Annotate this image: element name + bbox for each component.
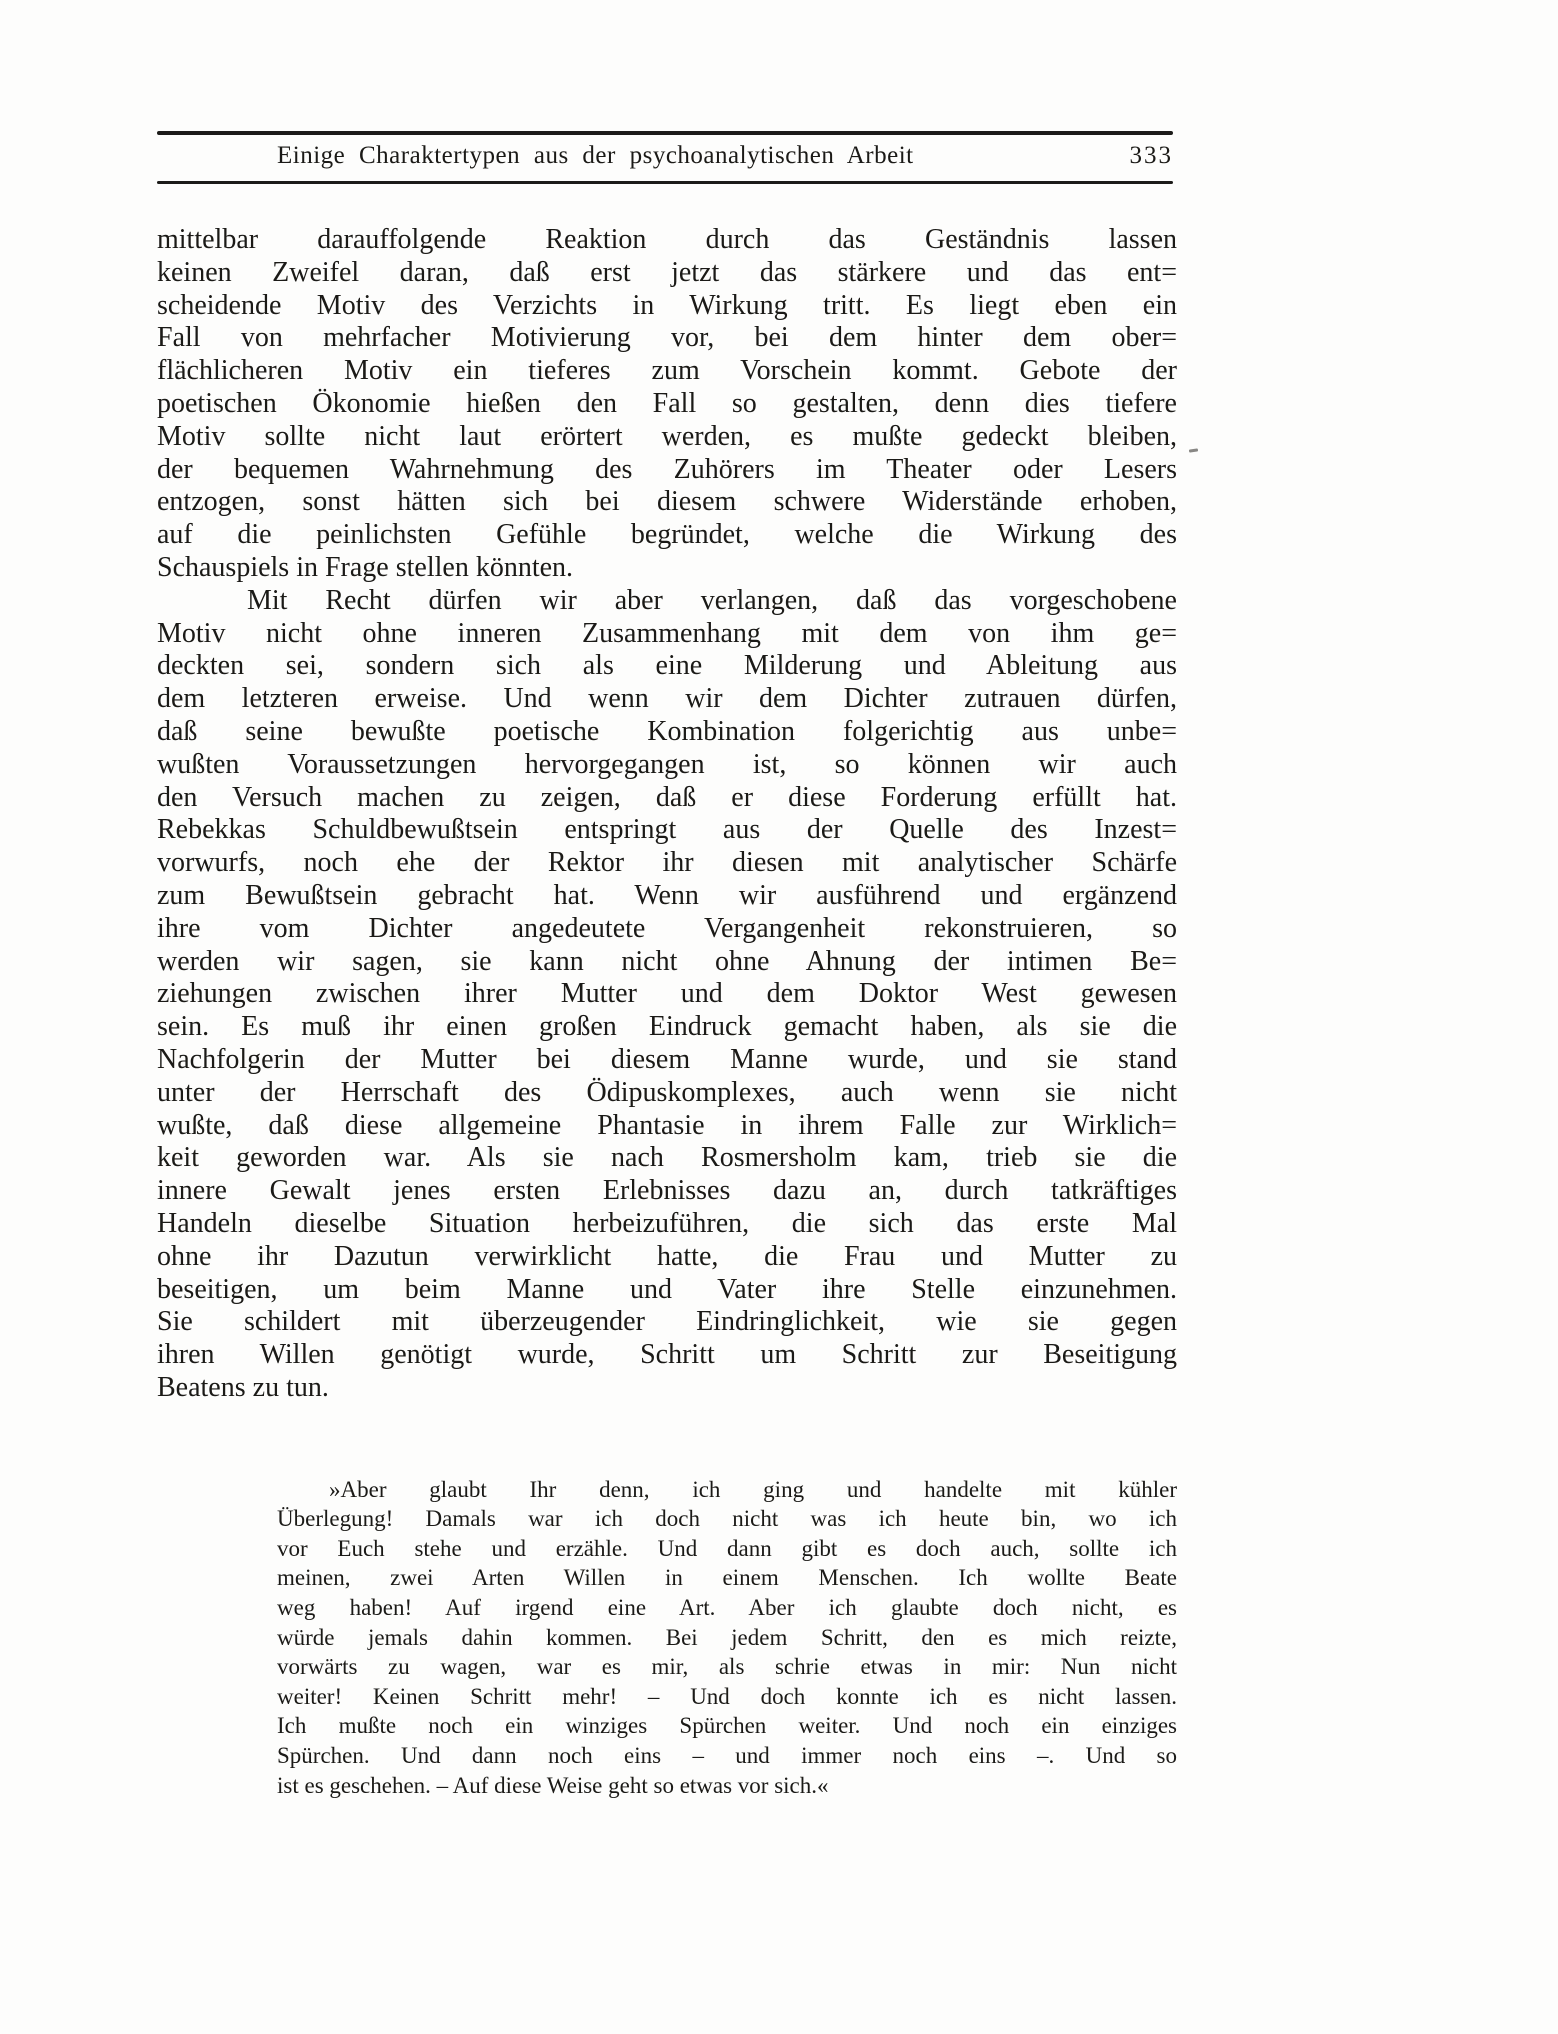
text-line: werden wir sagen, sie kann nicht ohne Ahnung der intimen Be= <box>157 945 1177 977</box>
text-line: vorwurfs, noch ehe der Rektor ihr diesen mit analytischer Schärfe <box>157 847 1177 879</box>
text-line: Rebekkas Schuldbewußtsein entspringt aus der Quelle des Inzest= <box>157 814 1177 846</box>
text-line: auf die peinlichsten Gefühle begründet, welche die Wirkung des <box>157 519 1177 551</box>
text-line: Spürchen. Und dann noch eins – und immer noch eins –. Und so <box>277 1743 1177 1769</box>
text-line: meinen, zwei Arten Willen in einem Menschen. Ich wollte Beate <box>277 1565 1177 1591</box>
text-line: ziehungen zwischen ihrer Mutter und dem Doktor West gewesen <box>157 978 1177 1010</box>
text-line: Überlegung! Damals war ich doch nicht was ich heute bin, wo ich <box>277 1506 1177 1532</box>
text-line: Fall von mehrfacher Motivierung vor, bei dem hinter dem ober= <box>157 322 1177 354</box>
text-line: zum Bewußtsein gebracht hat. Wenn wir ausführend und ergänzend <box>157 879 1177 911</box>
text-line: sein. Es muß ihr einen großen Eindruck gemacht haben, als sie die <box>157 1011 1177 1043</box>
scan-artifact <box>1189 448 1198 452</box>
text-line: deckten sei, sondern sich als eine Milderung und Ableitung aus <box>157 650 1177 682</box>
header-rule-top <box>157 131 1173 135</box>
block-quote-rebekka <box>277 1475 1177 1801</box>
text-line: dem letzteren erweise. Und wenn wir dem Dichter zutrauen dürfen, <box>157 683 1177 715</box>
text-line: Motiv nicht ohne inneren Zusammenhang mit dem von ihm ge= <box>157 617 1177 649</box>
text-line: den Versuch machen zu zeigen, daß er diese Forderung erfüllt hat. <box>157 781 1177 813</box>
text-line: ihre vom Dichter angedeutete Vergangenheit rekonstruieren, so <box>157 912 1177 944</box>
text-line: Nachfolgerin der Mutter bei diesem Manne wurde, und sie stand <box>157 1043 1177 1075</box>
text-line: beseitigen, um beim Manne und Vater ihre Stelle einzunehmen. <box>157 1273 1177 1305</box>
text-line: vor Euch stehe und erzähle. Und dann gibt es doch auch, sollte ich <box>277 1535 1177 1561</box>
text-line: Motiv sollte nicht laut erörtert werden, es mußte gedeckt bleiben, <box>157 420 1177 452</box>
running-header-title: Einige Charaktertypen aus der psychoanalytischen Arbeit <box>277 142 914 169</box>
paragraph-main <box>157 585 1177 1405</box>
text-line: ohne ihr Dazutun verwirklicht hatte, die Frau und Mutter zu <box>157 1240 1177 1272</box>
running-header <box>157 142 1173 170</box>
body-text <box>157 224 1177 1800</box>
text-line: keit geworden war. Als sie nach Rosmersholm kam, trieb sie die <box>157 1142 1177 1174</box>
text-line: weg haben! Auf irgend eine Art. Aber ich glaubte doch nicht, es <box>277 1595 1177 1621</box>
text-line: ihren Willen genötigt wurde, Schritt um Schritt zur Beseitigung <box>157 1339 1177 1371</box>
paragraph-continuation <box>157 224 1177 585</box>
text-line: poetischen Ökonomie hießen den Fall so gestalten, denn dies tiefere <box>157 387 1177 419</box>
text-line: Schauspiels in Frage stellen könnten. <box>157 551 574 583</box>
text-line: daß seine bewußte poetische Kombination folgerichtig aus unbe= <box>157 715 1177 747</box>
text-line: Ich mußte noch ein winziges Spürchen weiter. Und noch ein einziges <box>277 1713 1177 1739</box>
text-line: unter der Herrschaft des Ödipuskomplexes, auch wenn sie nicht <box>157 1076 1177 1108</box>
text-line: würde jemals dahin kommen. Bei jedem Schritt, den es mich reizte, <box>277 1624 1177 1650</box>
text-line: mittelbar darauffolgende Reaktion durch das Geständnis lassen <box>157 224 1177 255</box>
text-line: entzogen, sonst hätten sich bei diesem schwere Widerstände erhoben, <box>157 486 1177 518</box>
header-rule-bottom <box>157 181 1173 184</box>
text-line: Sie schildert mit überzeugender Eindringlichkeit, wie sie gegen <box>157 1306 1177 1338</box>
text-line: weiter! Keinen Schritt mehr! – Und doch konnte ich es nicht lassen. <box>277 1683 1177 1709</box>
text-line: wußte, daß diese allgemeine Phantasie in ihrem Falle zur Wirklich= <box>157 1109 1177 1141</box>
text-line: »Aber glaubt Ihr denn, ich ging und handelte mit kühler <box>329 1476 1177 1502</box>
text-line: ist es geschehen. – Auf diese Weise geht so etwas vor sich.« <box>277 1772 829 1798</box>
text-line: Beatens zu tun. <box>157 1371 329 1403</box>
text-line: vorwärts zu wagen, war es mir, als schrie etwas in mir: Nun nicht <box>277 1654 1177 1680</box>
text-line: Handeln dieselbe Situation herbeizuführen, die sich das erste Mal <box>157 1207 1177 1239</box>
text-line: scheidende Motiv des Verzichts in Wirkung tritt. Es liegt eben ein <box>157 289 1177 321</box>
text-line: wußten Voraussetzungen hervorgegangen ist, so können wir auch <box>157 748 1177 780</box>
text-line: Mit Recht dürfen wir aber verlangen, daß das vorgeschobene <box>247 584 1177 616</box>
text-line: flächlicheren Motiv ein tieferes zum Vorschein kommt. Gebote der <box>157 355 1177 387</box>
text-line: der bequemen Wahrnehmung des Zuhörers im Theater oder Lesers <box>157 453 1177 485</box>
text-line: innere Gewalt jenes ersten Erlebnisses dazu an, durch tatkräftiges <box>157 1175 1177 1207</box>
text-line: keinen Zweifel daran, daß erst jetzt das stärkere und das ent= <box>157 256 1177 288</box>
page-number: 333 <box>1129 142 1173 169</box>
